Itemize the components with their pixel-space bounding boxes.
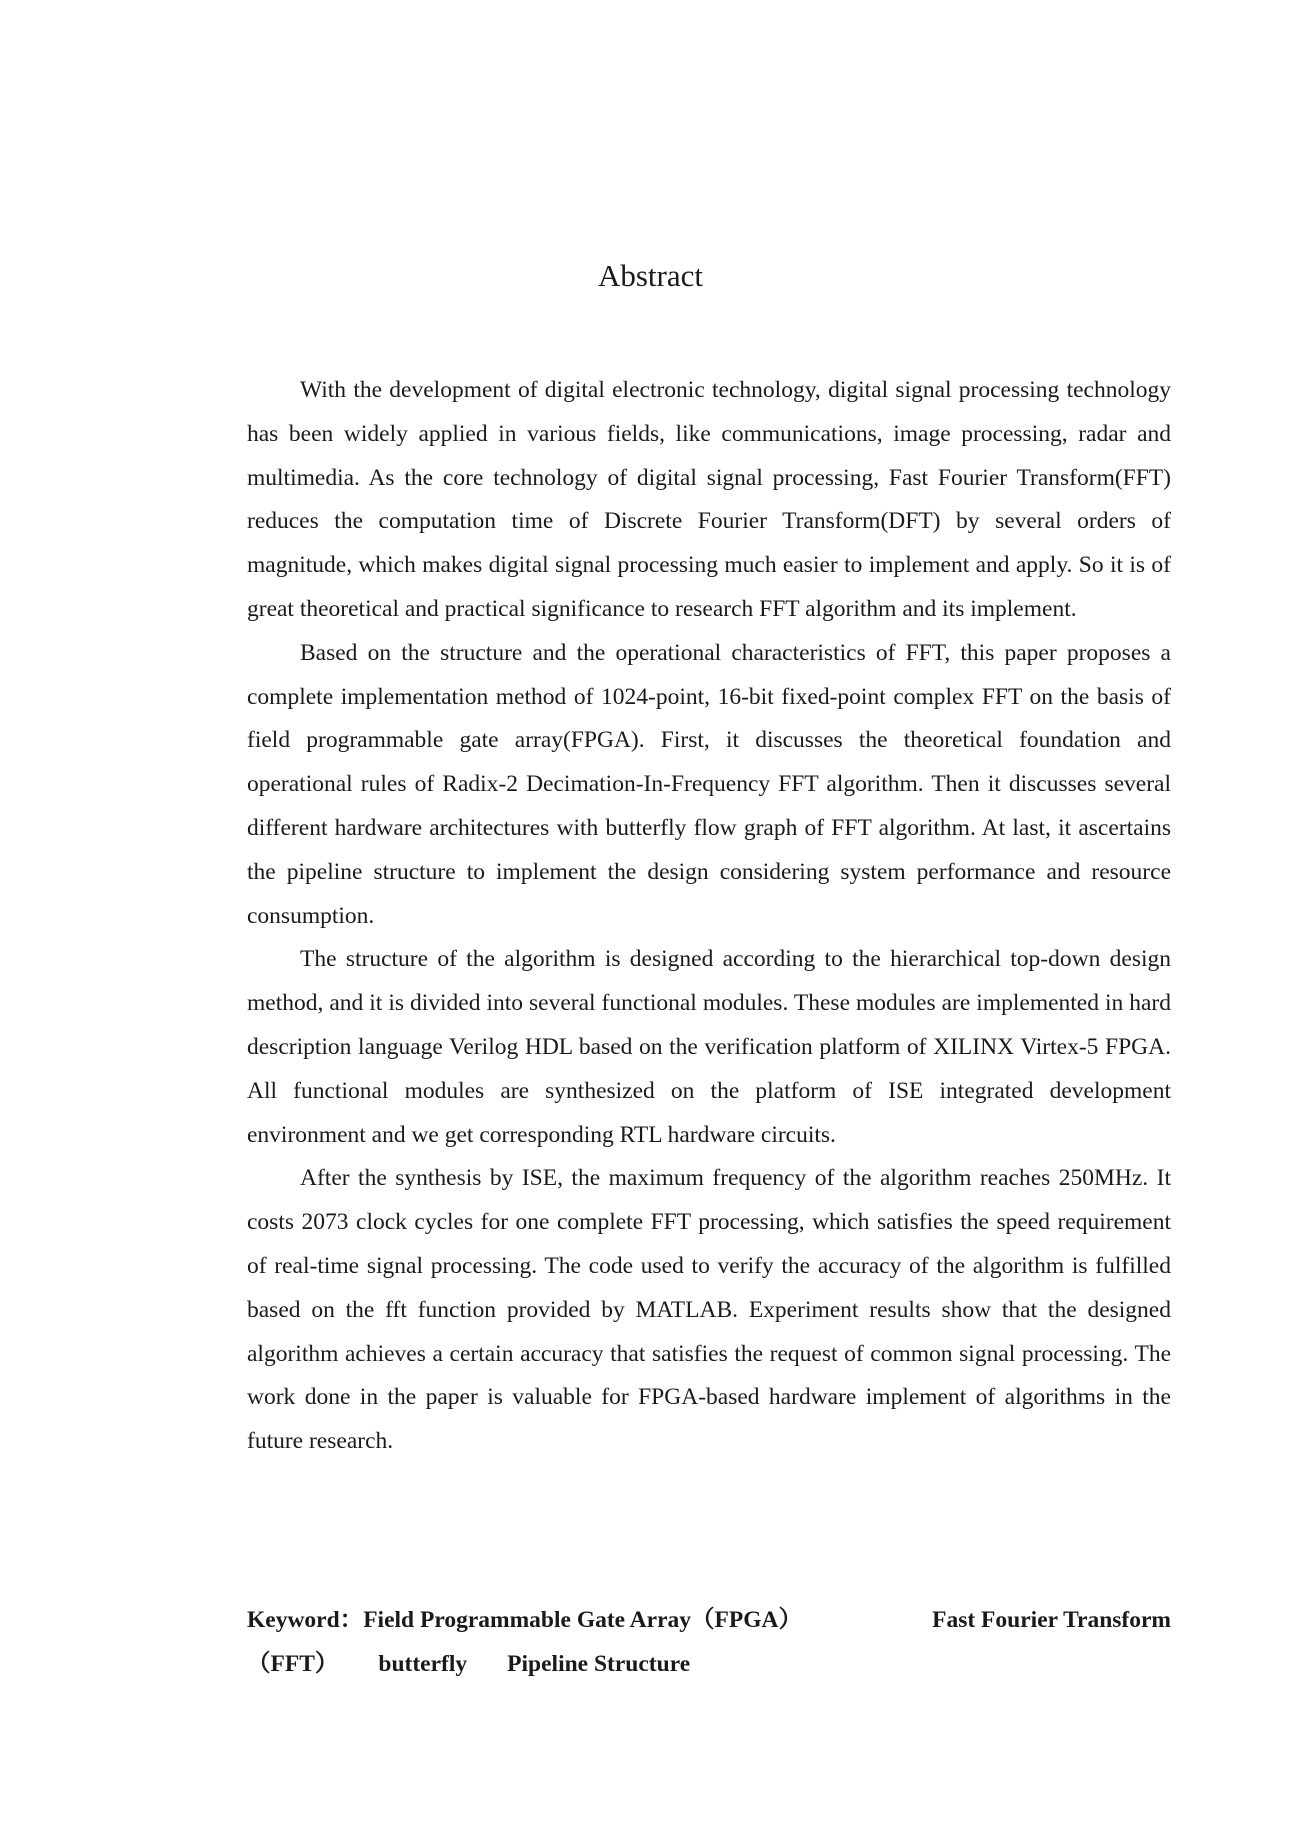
- keyword-butterfly: butterfly: [378, 1650, 468, 1677]
- keywords-block: [247, 1599, 1171, 1687]
- keywords-label: Keyword：: [247, 1607, 364, 1633]
- keywords-line-1: [247, 1599, 1171, 1643]
- keyword-pipeline-structure: Pipeline Structure: [507, 1650, 691, 1677]
- abstract-paragraph-4: After the synthesis by ISE, the maximum frequency of the algorithm reaches 250MHz. It costs 2073 clock cycles for one complete FFT processing, which satisfies the speed requirement of real-time signal processing. The code used to verify the accuracy of the algorithm is fulfilled based on the fft function provided by MATLAB. Experiment results show that the designed algorithm achieves a certain accuracy that satisfies the request of common signal processing. The work done in the paper is valuable for FPGA-based hardware implement of algorithms in the future research.: [247, 1165, 1171, 1455]
- abstract-title: Abstract: [597, 258, 704, 293]
- abstract-body: [247, 369, 1171, 1464]
- keyword-fft-abbrev: （FFT）: [247, 1650, 339, 1677]
- keywords-line-2: [247, 1643, 1171, 1687]
- keyword-fpga: Field Programmable Gate Array（FPGA）: [363, 1607, 802, 1633]
- keyword-fft: Fast Fourier Transform: [932, 1607, 1171, 1633]
- abstract-paragraph-1: With the development of digital electronic technology, digital signal processing technology has been widely applied in various fields, like communications, image processing, radar and multimedia. As the core technology of digital signal processing, Fast Fourier Transform(FFT) reduces the computation time of Discrete Fourier Transform(DFT) by several orders of magnitude, which makes digital signal processing much easier to implement and apply. So it is of great theoretical and practical significance to research FFT algorithm and its implement.: [247, 377, 1171, 622]
- abstract-paragraph-3: The structure of the algorithm is designed according to the hierarchical top-down design method, and it is divided into several functional modules. These modules are implemented in hard description language Verilog HDL based on the verification platform of XILINX Virtex-5 FPGA. All functional modules are synthesized on the platform of ISE integrated development environment and we get corresponding RTL hardware circuits.: [247, 946, 1171, 1148]
- abstract-paragraph-2: Based on the structure and the operational characteristics of FFT, this paper proposes a complete implementation method of 1024-point, 16-bit fixed-point complex FFT on the basis of field programmable gate array(FPGA). First, it discusses the theoretical foundation and operational rules of Radix-2 Decimation-In-Frequency FFT algorithm. Then it discusses several different hardware architectures with butterfly flow graph of FFT algorithm. At last, it ascertains the pipeline structure to implement the design considering system performance and resource consumption.: [247, 639, 1171, 929]
- keywords-first-group: [247, 1599, 802, 1643]
